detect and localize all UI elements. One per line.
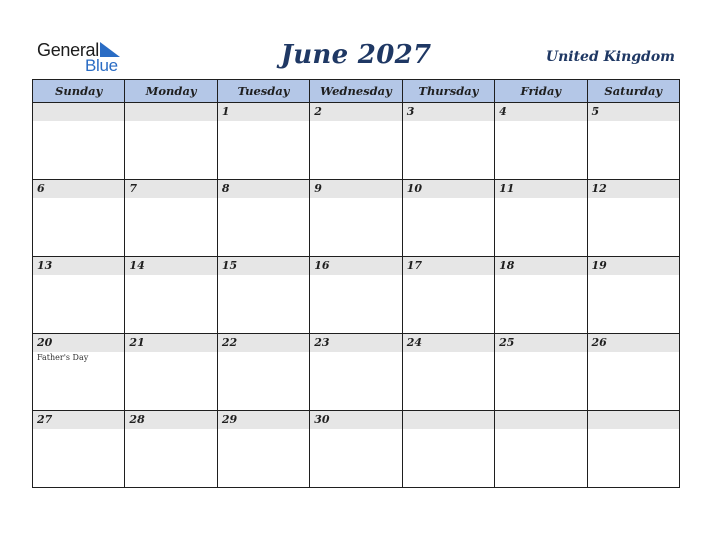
- day-number: 22: [221, 336, 238, 349]
- day-number: 8: [221, 182, 230, 195]
- week-row: [33, 334, 680, 411]
- day-number-bar: [495, 257, 586, 275]
- week-row: [33, 180, 680, 257]
- day-number-bar: [310, 334, 401, 352]
- day-number-bar: [403, 411, 494, 429]
- day-number-bar: [125, 334, 216, 352]
- day-number-bar: [310, 411, 401, 429]
- day-number-bar: [33, 103, 124, 121]
- day-number-bar: [218, 180, 309, 198]
- week-row: [33, 257, 680, 334]
- day-cell: [33, 411, 125, 488]
- day-number-bar: [33, 334, 124, 352]
- logo-text-blue: Blue: [85, 56, 118, 75]
- day-number: 1: [221, 105, 230, 118]
- day-number: 26: [591, 336, 607, 349]
- day-number-bar: [495, 180, 586, 198]
- day-number: 16: [314, 259, 330, 272]
- day-number-bar: [403, 334, 494, 352]
- day-number: 13: [37, 259, 53, 272]
- day-number-bar: [495, 334, 586, 352]
- day-number-bar: [33, 257, 124, 275]
- calendar-grid: [32, 79, 680, 488]
- day-number: 27: [37, 413, 53, 426]
- day-cell: [125, 103, 217, 180]
- day-number-bar: [310, 103, 401, 121]
- day-number: 20: [37, 336, 53, 349]
- day-cell: [217, 103, 309, 180]
- weekday-header: Wednesday: [310, 80, 402, 103]
- week-row: [33, 411, 680, 488]
- day-number-bar: [125, 411, 216, 429]
- day-cell: [495, 180, 587, 257]
- day-cell: [310, 103, 402, 180]
- day-cell: [125, 411, 217, 488]
- day-cell: [495, 103, 587, 180]
- day-cell: [33, 334, 125, 411]
- day-cell: [495, 257, 587, 334]
- day-cell: [217, 257, 309, 334]
- day-cell: [495, 411, 587, 488]
- day-number-bar: [310, 180, 401, 198]
- day-cell: [402, 411, 494, 488]
- weekday-header: Saturday: [587, 80, 679, 103]
- day-number: 3: [406, 105, 415, 118]
- day-cell: [217, 411, 309, 488]
- day-number: 28: [129, 413, 145, 426]
- day-cell: [495, 334, 587, 411]
- day-number-bar: [125, 180, 216, 198]
- day-number: 17: [406, 259, 422, 272]
- day-number-bar: [588, 411, 679, 429]
- day-cell: [33, 180, 125, 257]
- day-cell: [587, 180, 679, 257]
- day-number: 6: [37, 182, 45, 195]
- day-number: 12: [591, 182, 607, 195]
- day-number-bar: [495, 103, 586, 121]
- day-number-bar: [495, 411, 586, 429]
- day-cell: [33, 257, 125, 334]
- day-number: 25: [499, 336, 515, 349]
- day-number-bar: [125, 257, 216, 275]
- day-number-bar: [403, 180, 494, 198]
- day-cell: [402, 180, 494, 257]
- day-number: 23: [314, 336, 330, 349]
- day-cell: [587, 334, 679, 411]
- day-cell: [217, 180, 309, 257]
- day-number: 14: [129, 259, 145, 272]
- day-number-bar: [33, 411, 124, 429]
- country-label: United Kingdom: [545, 49, 675, 65]
- day-number-bar: [588, 334, 679, 352]
- day-cell: [587, 257, 679, 334]
- day-cell: [587, 411, 679, 488]
- day-number-bar: [218, 103, 309, 121]
- weekday-header: Sunday: [33, 80, 125, 103]
- day-cell: [310, 334, 402, 411]
- day-number-bar: [218, 257, 309, 275]
- day-number-bar: [218, 411, 309, 429]
- day-number: 18: [499, 259, 515, 272]
- weekday-header: Tuesday: [217, 80, 309, 103]
- weekday-header: Thursday: [402, 80, 494, 103]
- day-number-bar: [588, 180, 679, 198]
- day-number: 5: [591, 105, 600, 118]
- day-cell: [125, 180, 217, 257]
- day-cell: [402, 257, 494, 334]
- day-number-bar: [588, 103, 679, 121]
- day-cell: [587, 103, 679, 180]
- day-number-bar: [403, 103, 494, 121]
- day-number: 2: [314, 105, 322, 118]
- day-number-bar: [125, 103, 216, 121]
- day-number: 30: [314, 413, 330, 426]
- day-cell: [217, 334, 309, 411]
- logo-text-general: General: [37, 40, 99, 60]
- day-number: 4: [499, 105, 507, 118]
- day-number: 11: [499, 182, 515, 195]
- day-number: 21: [129, 336, 145, 349]
- weekday-header-row: [33, 80, 680, 103]
- day-number-bar: [403, 257, 494, 275]
- day-number-bar: [310, 257, 401, 275]
- weekday-header: Friday: [495, 80, 587, 103]
- day-number: 7: [129, 182, 138, 195]
- week-row: [33, 103, 680, 180]
- day-number: 15: [221, 259, 238, 272]
- day-cell: [402, 334, 494, 411]
- day-number-bar: [218, 334, 309, 352]
- day-cell: [33, 103, 125, 180]
- day-number-bar: [33, 180, 124, 198]
- day-cell: [310, 257, 402, 334]
- day-number: 29: [221, 413, 238, 426]
- day-number: 9: [314, 182, 322, 195]
- calendar-title: June 2027: [280, 40, 432, 70]
- day-number: 10: [406, 182, 422, 195]
- day-cell: [125, 334, 217, 411]
- day-cell: [402, 103, 494, 180]
- day-number: 19: [591, 259, 607, 272]
- day-number-bar: [588, 257, 679, 275]
- day-cell: [125, 257, 217, 334]
- holiday-label: Father's Day: [37, 353, 89, 362]
- day-cell: [310, 180, 402, 257]
- day-cell: [310, 411, 402, 488]
- day-number: 24: [406, 336, 422, 349]
- weekday-header: Monday: [125, 80, 217, 103]
